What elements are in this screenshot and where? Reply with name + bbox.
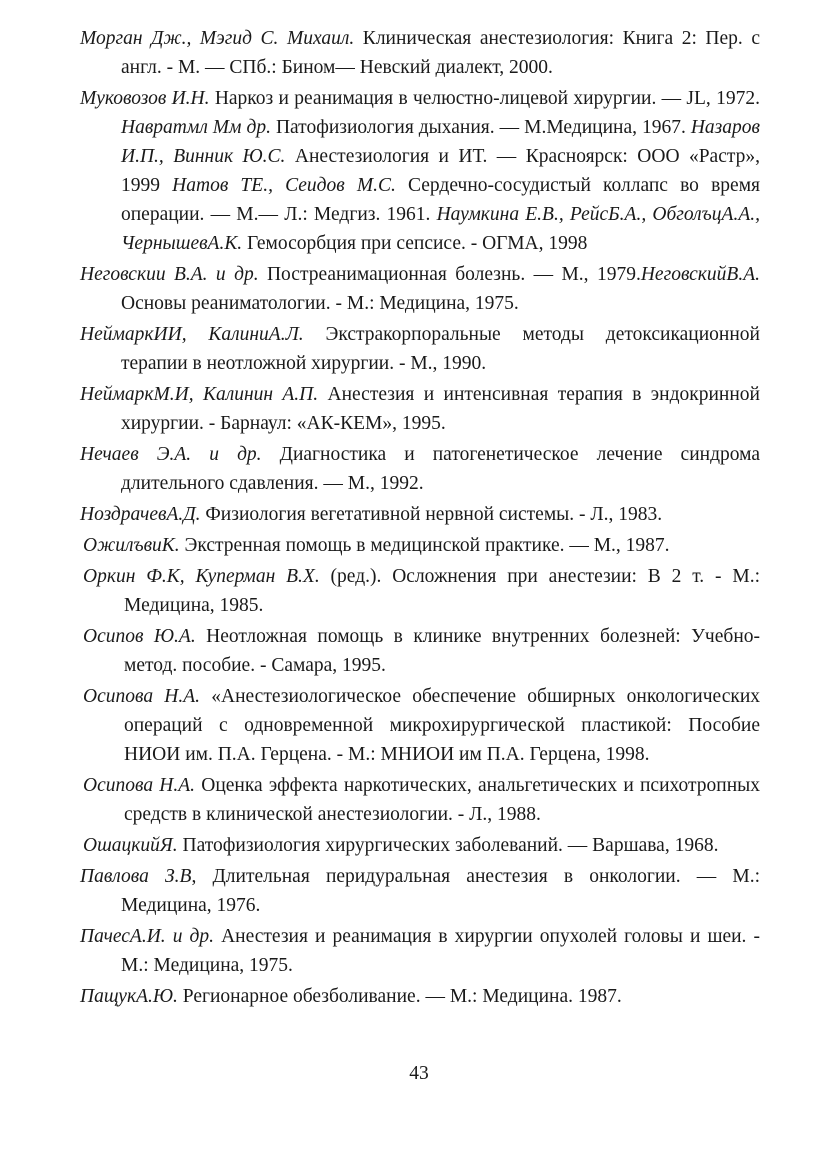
author-names: ОжилъвиК. xyxy=(83,535,180,556)
bibliography-entry xyxy=(83,531,760,560)
reference-text: Патофизиология хирургических заболеваний. — Варшава, 1968. xyxy=(177,835,719,856)
reference-text: Экстракорпоральные методы детоксикационной терапии в неотложной хирургии. - М., 1990. xyxy=(121,324,760,374)
author-names: ПащукА.Ю. xyxy=(80,986,178,1007)
author-names: Морган Дж., Мэгид С. Михаил. xyxy=(80,28,355,49)
bibliography-entry xyxy=(80,260,760,318)
reference-text: Гемосорбция при сепсисе. - ОГМА, 1998 xyxy=(242,233,588,254)
reference-text: Клиническая анестезиология: Книга 2: Пер. с англ. - М. — СПб.: Бином— Невский диалект, 2000. xyxy=(121,28,760,78)
reference-text: Анестезия и интенсивная терапия в эндокринной хирургии. - Барнаул: «АК-КЕМ», 1995. xyxy=(121,384,760,434)
reference-text: Постреанимационная болезнь. — М., 1979. xyxy=(258,264,641,285)
bibliography-entry xyxy=(80,380,760,438)
author-names: Осипова Н.А. xyxy=(83,686,201,707)
author-names: Назаров И.П., Винник Ю.С. xyxy=(121,117,760,167)
reference-text: Неотложная помощь в клинике внутренних болезней: Учебно-метод. пособие. - Самара, 1995. xyxy=(124,626,760,676)
bibliography-entry xyxy=(83,682,760,769)
author-names: Нечаев Э.А. и др. xyxy=(80,444,262,465)
reference-text: Экстренная помощь в медицинской практике. — М., 1987. xyxy=(179,535,670,556)
reference-text: Основы реаниматологии. - М.: Медицина, 1975. xyxy=(121,293,519,314)
author-names: Наумкина Е.В., РейсБ.А., ОбголъцА.А., ЧернышевА.К. xyxy=(121,204,760,254)
reference-text: , Длительная перидуральная анестезия в онкологии. — М.: Медицина, 1976. xyxy=(121,866,760,916)
author-names: НеймаркМ.И, Калинин А.П. xyxy=(80,384,319,405)
bibliography-entry xyxy=(83,622,760,680)
author-names: Натов ТЕ., Сеидов М.С. xyxy=(172,175,396,196)
reference-text: Физиология вегетативной нервной системы. - Л., 1983. xyxy=(200,504,663,525)
reference-text: Патофизиология дыхания. — М.Медицина, 1967. xyxy=(270,117,691,138)
reference-text: Анестезиология и ИТ. — Красноярск: ООО «Растр», 1999 xyxy=(121,146,761,196)
author-names: Павлова З.В xyxy=(80,866,192,887)
reference-text: Оценка эффекта наркотических, анальгетических и психотропных средств в клинической анестезиологии. - Л., 1988. xyxy=(124,775,760,825)
author-names: Навратмл Мм др. xyxy=(121,117,271,138)
bibliography-entry xyxy=(80,922,760,980)
author-names: НеговскийВ.А. xyxy=(640,264,760,285)
author-names: Осипова Н.А. xyxy=(83,775,196,796)
bibliography-entry xyxy=(83,771,760,829)
bibliography-entry xyxy=(80,500,760,529)
reference-text: «Анестезиологическое обеспечение обширных онкологических операций с одновременной микрохирургической пластикой: Пособие НИОИ им. П.А. Герцена. - М.: МНИОИ им П.А. Герцена, 1998. xyxy=(124,686,761,765)
author-names: ПачесА.И. и др. xyxy=(80,926,215,947)
author-names: Неговскии В.А. и др. xyxy=(80,264,259,285)
reference-text: (ред.). Осложнения при анестезии: В 2 т. - М.: Медицина, 1985. xyxy=(124,566,761,616)
author-names: НеймаркИИ, КалиниА.Л. xyxy=(80,324,304,345)
reference-text: Наркоз и реанимация в челюстно-лицевой хирургии. — JL, 1972. xyxy=(209,88,760,109)
author-names: Муковозов И.Н. xyxy=(80,88,210,109)
author-names: Осипов Ю.А. xyxy=(83,626,196,647)
page-number: 43 xyxy=(409,1063,429,1084)
bibliography-entry xyxy=(83,831,760,860)
bibliography-entry xyxy=(80,982,760,1011)
bibliography-entry xyxy=(80,862,760,920)
bibliography-entry xyxy=(80,24,760,82)
bibliography-entry xyxy=(80,320,760,378)
bibliography-entry xyxy=(80,440,760,498)
author-names: НоздрачевА.Д. xyxy=(80,504,201,525)
bibliography-entry xyxy=(80,84,760,258)
reference-text: Сердечно-сосудистый коллапс во время операции. — М.— Л.: Медгиз. 1961. xyxy=(121,175,760,225)
reference-text: Диагностика и патогенетическое лечение синдрома длительного сдавления. — М., 1992. xyxy=(121,444,760,494)
bibliography-entry xyxy=(83,562,760,620)
reference-text: Анестезия и реанимация в хирургии опухолей головы и шеи. - М.: Медицина, 1975. xyxy=(121,926,760,976)
author-names: Оркин Ф.К, Куперман В.Х. xyxy=(83,566,320,587)
author-names: ОшацкийЯ. xyxy=(83,835,178,856)
reference-text: Регионарное обезболивание. — М.: Медицина. 1987. xyxy=(177,986,622,1007)
bibliography-list xyxy=(80,24,760,1013)
